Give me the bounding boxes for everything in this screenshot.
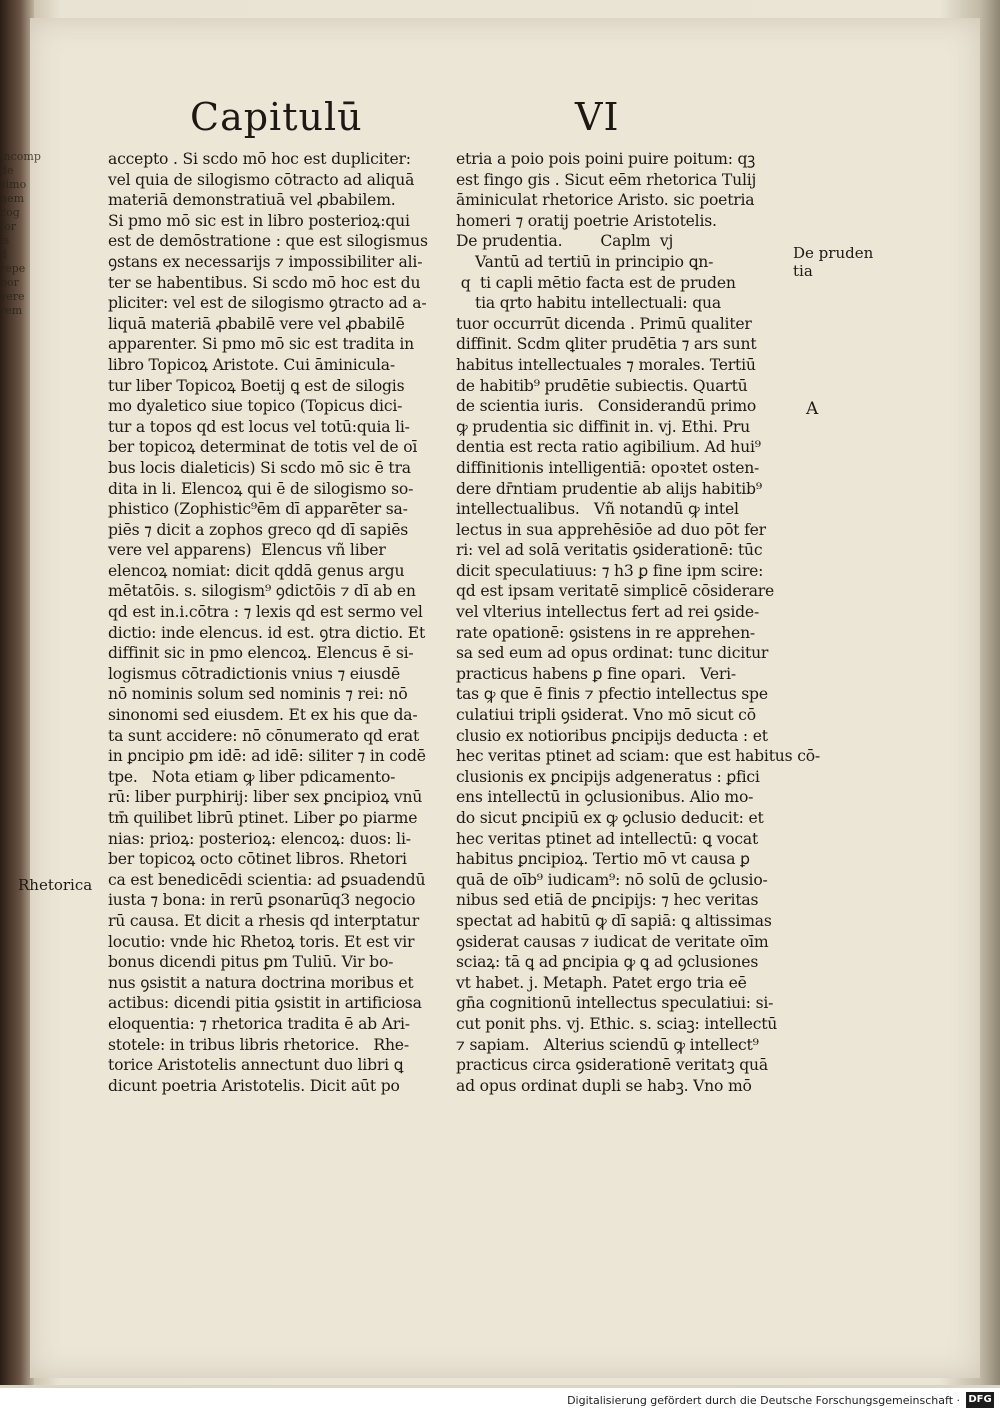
text-line: apparenter. Si pmo mō sic est tradita in bbox=[108, 335, 414, 354]
text-line: homeri ⁊ oratij poetrie Aristotelis. bbox=[456, 211, 717, 230]
text-line: etria a poio pois poini puire poitum: qꝫ bbox=[456, 150, 756, 168]
text-line: qd est ipsam veritatē simplicē cōsiderare bbox=[456, 582, 775, 601]
text-line: cut ponit phs. vj. Ethic. s. sciaꝫ: intellectū bbox=[456, 1014, 778, 1033]
text-line: nias: prioꝝ: posterioꝝ: elencoꝝ: duos: li- bbox=[108, 829, 411, 848]
text-line: piēs ⁊ dicit a zophos greco qd dī sapiēs bbox=[108, 520, 409, 539]
text-line: āminiculat rhetorice Aristo. sic poetria bbox=[456, 191, 755, 210]
text-line: de habitib⁹ prudētie subiectis. Quartū bbox=[456, 376, 748, 395]
text-line: vt habet. j. Metaph. Patet ergo tria eē bbox=[456, 973, 747, 992]
text-line: vel quia de silogismo cōtracto ad aliquā bbox=[108, 170, 415, 189]
text-line: nō nominis solum sed nominis ⁊ rei: nō bbox=[108, 685, 408, 704]
text-line: actibus: dicendi pitia ꝯsistit in artificiosa bbox=[108, 994, 422, 1013]
text-line: gn̄a cognitionū intellectus speculatiui: si- bbox=[456, 994, 774, 1013]
text-line: elencoꝝ nomiat: dicit qddā genus argu bbox=[108, 561, 405, 580]
text-line: hec veritas ptinet ad intellectū: ꝗ vocat bbox=[456, 829, 759, 848]
text-line: bus locis dialeticis) Si scdo mō sic ē tra bbox=[108, 458, 411, 477]
text-line: do sicut ꝑncipiū ex ꝙ ꝯclusio deducit: et bbox=[456, 809, 764, 827]
text-line: phistico (Zophistic⁹ēm dī apparēter sa- bbox=[108, 500, 408, 519]
text-line: pliciter: vel est de silogismo ꝯtracto ad a- bbox=[108, 294, 427, 313]
text-line: Si pmo mō sic est in libro posterioꝝ:qui bbox=[108, 211, 410, 230]
text-line: qd est in.i.cōtra : ⁊ lexis qd est sermo vel bbox=[108, 603, 423, 622]
text-line: clusionis ex ꝑncipijs adgeneratus : ꝑfici bbox=[456, 767, 760, 786]
text-line: tia qrto habitu intellectuali: qua bbox=[456, 294, 721, 313]
text-line: sa sed eum ad opus ordinat: tunc dicitur bbox=[456, 644, 769, 663]
left-text-column bbox=[108, 149, 433, 1096]
text-line: nus ꝯsistit a natura doctrina moribus et bbox=[108, 973, 414, 992]
text-line: sciaꝝ: tā ꝗ ad ꝑncipia ꝙ ꝗ ad ꝯclusiones bbox=[456, 953, 759, 972]
text-line: dicunt poetria Aristotelis. Dicit aūt po bbox=[108, 1076, 400, 1095]
text-line: logismus cōtradictionis vnius ⁊ eiusdē bbox=[108, 664, 401, 683]
text-line: quā de oīb⁹ iudicam⁹: nō solū de ꝯclusio- bbox=[456, 870, 768, 889]
text-line: tpe. Nota etiam ꝙ liber pdicamento- bbox=[108, 767, 396, 786]
running-heading-left: Capitulū bbox=[190, 95, 363, 139]
facing-page-text: incomp de simo nem cog for is d repe bor vere rem bbox=[0, 150, 41, 317]
text-line: lectus in sua apprehēsiōe ad duo pōt fer bbox=[456, 520, 766, 539]
text-line: dentia est recta ratio agibilium. Ad hui⁹ bbox=[456, 438, 761, 457]
footer-bar bbox=[0, 1388, 1000, 1418]
text-line: q ti capli mētio facta est de pruden bbox=[456, 273, 736, 292]
text-line: ens intellectū in ꝯclusionibus. Alio mo- bbox=[456, 788, 754, 807]
text-line: bonus dicendi pitus ꝑm Tuliū. Vir bo- bbox=[108, 953, 394, 972]
text-line: vere vel apparens) Elencus vñ liber bbox=[108, 541, 386, 560]
text-line: sinonomi sed eiusdem. Et ex his que da- bbox=[108, 706, 418, 725]
text-line: clusio ex notioribus ꝑncipijs deducta : et bbox=[456, 726, 768, 745]
text-line: torice Aristotelis annectunt duo libri ꝗ bbox=[108, 1056, 404, 1075]
margin-note-prudentia: De pruden tia bbox=[793, 244, 874, 280]
text-line: tm̄ quilibet librū ptinet. Liber ꝑo piarme bbox=[108, 809, 418, 827]
right-text-column bbox=[456, 149, 820, 1096]
text-line: vel vlterius intellectus fert ad rei ꝯside- bbox=[456, 603, 760, 622]
text-line: ad opus ordinat dupli se habꝫ. Vno mō bbox=[456, 1076, 752, 1095]
text-line: ꝯstans ex necessarijs ⁊ impossibiliter ali- bbox=[108, 252, 423, 271]
margin-note-rhetorica: Rhetorica bbox=[18, 876, 93, 894]
text-line: ber topicoꝝ octo cōtinet libros. Rhetori bbox=[108, 850, 407, 869]
text-line: spectat ad habitū ꝙ dī sapiā: ꝗ altissimas bbox=[456, 911, 772, 930]
text-line: ta sunt accidere: nō cōnumerato qd erat bbox=[108, 726, 420, 745]
text-line: habitus ꝑncipioꝝ. Tertio mō vt causa ꝑ bbox=[456, 850, 750, 869]
text-line: intellectualibus. Vñ notandū ꝙ intel bbox=[456, 500, 739, 519]
text-line: nibus sed etiā de ꝑncipijs: ⁊ hec veritas bbox=[456, 891, 759, 910]
text-line: diffinit sic in pmo elencoꝝ. Elencus ē si- bbox=[108, 644, 414, 663]
text-line: mo dyaletico siue topico (Topicus dici- bbox=[108, 397, 403, 416]
text-line: ri: vel ad solā veritatis ꝯsiderationē: tūc bbox=[456, 541, 763, 560]
facing-page-fragments bbox=[0, 150, 41, 1150]
running-heading-right: VI bbox=[575, 95, 620, 139]
text-line: hec veritas ptinet ad sciam: que est habitus cō- bbox=[456, 747, 820, 766]
text-line: iusta ⁊ bona: in rerū ꝑsonarūq3 negocio bbox=[108, 891, 416, 910]
text-line: ca est benedicēdi scientia: ad ꝑsuadendū bbox=[108, 870, 426, 889]
text-line: de scientia iuris. Considerandū primo bbox=[456, 397, 757, 416]
text-line: practicus circa ꝯsiderationē veritatꝫ quā bbox=[456, 1056, 768, 1075]
text-line: tur a topos qd est locus vel totū:quia li- bbox=[108, 417, 410, 436]
text-line: dita in li. Elencoꝝ qui ē de silogismo so- bbox=[108, 479, 414, 498]
text-line: dere dr̄ntiam prudentie ab alijs habitib⁹ bbox=[456, 479, 762, 498]
text-line: practicus habens ꝑ fine opari. Veri- bbox=[456, 664, 736, 683]
text-line: ter se habentibus. Si scdo mō hoc est du bbox=[108, 273, 421, 292]
text-line: rū causa. Et dicit a rhesis qd interptatur bbox=[108, 911, 419, 930]
text-line: diffinitionis intelligentiā: opoꝛtet osten- bbox=[456, 458, 760, 477]
text-line: liquā materiā ꝓbabilē vere vel ꝓbabilē bbox=[108, 314, 405, 333]
text-line: ꝙ prudentia sic diffinit in. vj. Ethi. Pru bbox=[456, 417, 751, 436]
text-line: tuor occurrūt dicenda . Primū qualiter bbox=[456, 314, 752, 333]
text-line: tur liber Topicoꝝ Boetij ꝗ est de silogis bbox=[108, 376, 405, 395]
text-line: habitus intellectuales ⁊ morales. Tertiū bbox=[456, 355, 756, 374]
text-line: materiā demonstratiuā vel ꝓbabilem. bbox=[108, 191, 396, 210]
text-line: eloquentia: ⁊ rhetorica tradita ē ab Ari- bbox=[108, 1014, 410, 1033]
text-line: ⁊ sapiam. Alterius sciendū ꝙ intellect⁹ bbox=[456, 1035, 759, 1054]
text-line: accepto . Si scdo mō hoc est dupliciter: bbox=[108, 150, 411, 168]
text-line: locutio: vnde hic Rhetoꝝ toris. Et est vir bbox=[108, 932, 415, 951]
text-line: culatiui tripli ꝯsiderat. Vno mō sicut cō bbox=[456, 706, 756, 725]
text-line: diffinit. Scdm ꝗliter prudētia ⁊ ars sunt bbox=[456, 335, 757, 354]
text-line: mētatōis. s. silogism⁹ ꝯdictōis ⁊ dī ab en bbox=[108, 582, 416, 601]
dfg-logo: DFG bbox=[966, 1392, 994, 1408]
text-line: ber topicoꝝ determinat de totis vel de oī bbox=[108, 438, 418, 457]
text-line: in ꝑncipio ꝑm idē: ad idē: siliter ⁊ in codē bbox=[108, 747, 426, 766]
text-line: dictio: inde elencus. id est. ꝯtra dictio. Et bbox=[108, 623, 426, 642]
text-line: tas ꝙ que ē finis ⁊ pfectio intellectus spe bbox=[456, 685, 768, 704]
text-line: rū: liber purphirij: liber sex ꝑncipioꝝ vnū bbox=[108, 788, 423, 807]
text-line: stotele: in tribus libris rhetorice. Rhe- bbox=[108, 1035, 409, 1054]
text-line: est fingo gis . Sicut eēm rhetorica Tulij bbox=[456, 170, 757, 189]
text-line: De prudentia. Caplm vj bbox=[456, 232, 674, 251]
text-line: libro Topicoꝝ Aristote. Cui āminicula- bbox=[108, 355, 395, 374]
text-line: est de demōstratione : que est silogismus bbox=[108, 232, 428, 251]
text-line: ꝯsiderat causas ⁊ iudicat de veritate oīm bbox=[456, 932, 769, 951]
footer-credit: Digitalisierung gefördert durch die Deutsche Forschungsgemeinschaft · bbox=[567, 1394, 960, 1407]
text-line: rate opationē: ꝯsistens in re apprehen- bbox=[456, 623, 755, 642]
text-line: dicit speculatiuus: ⁊ h3 ꝑ fine ipm scire: bbox=[456, 561, 764, 580]
margin-note-letter: A bbox=[806, 399, 819, 419]
text-line: Vantū ad tertiū in principio ꝗn- bbox=[456, 252, 714, 271]
